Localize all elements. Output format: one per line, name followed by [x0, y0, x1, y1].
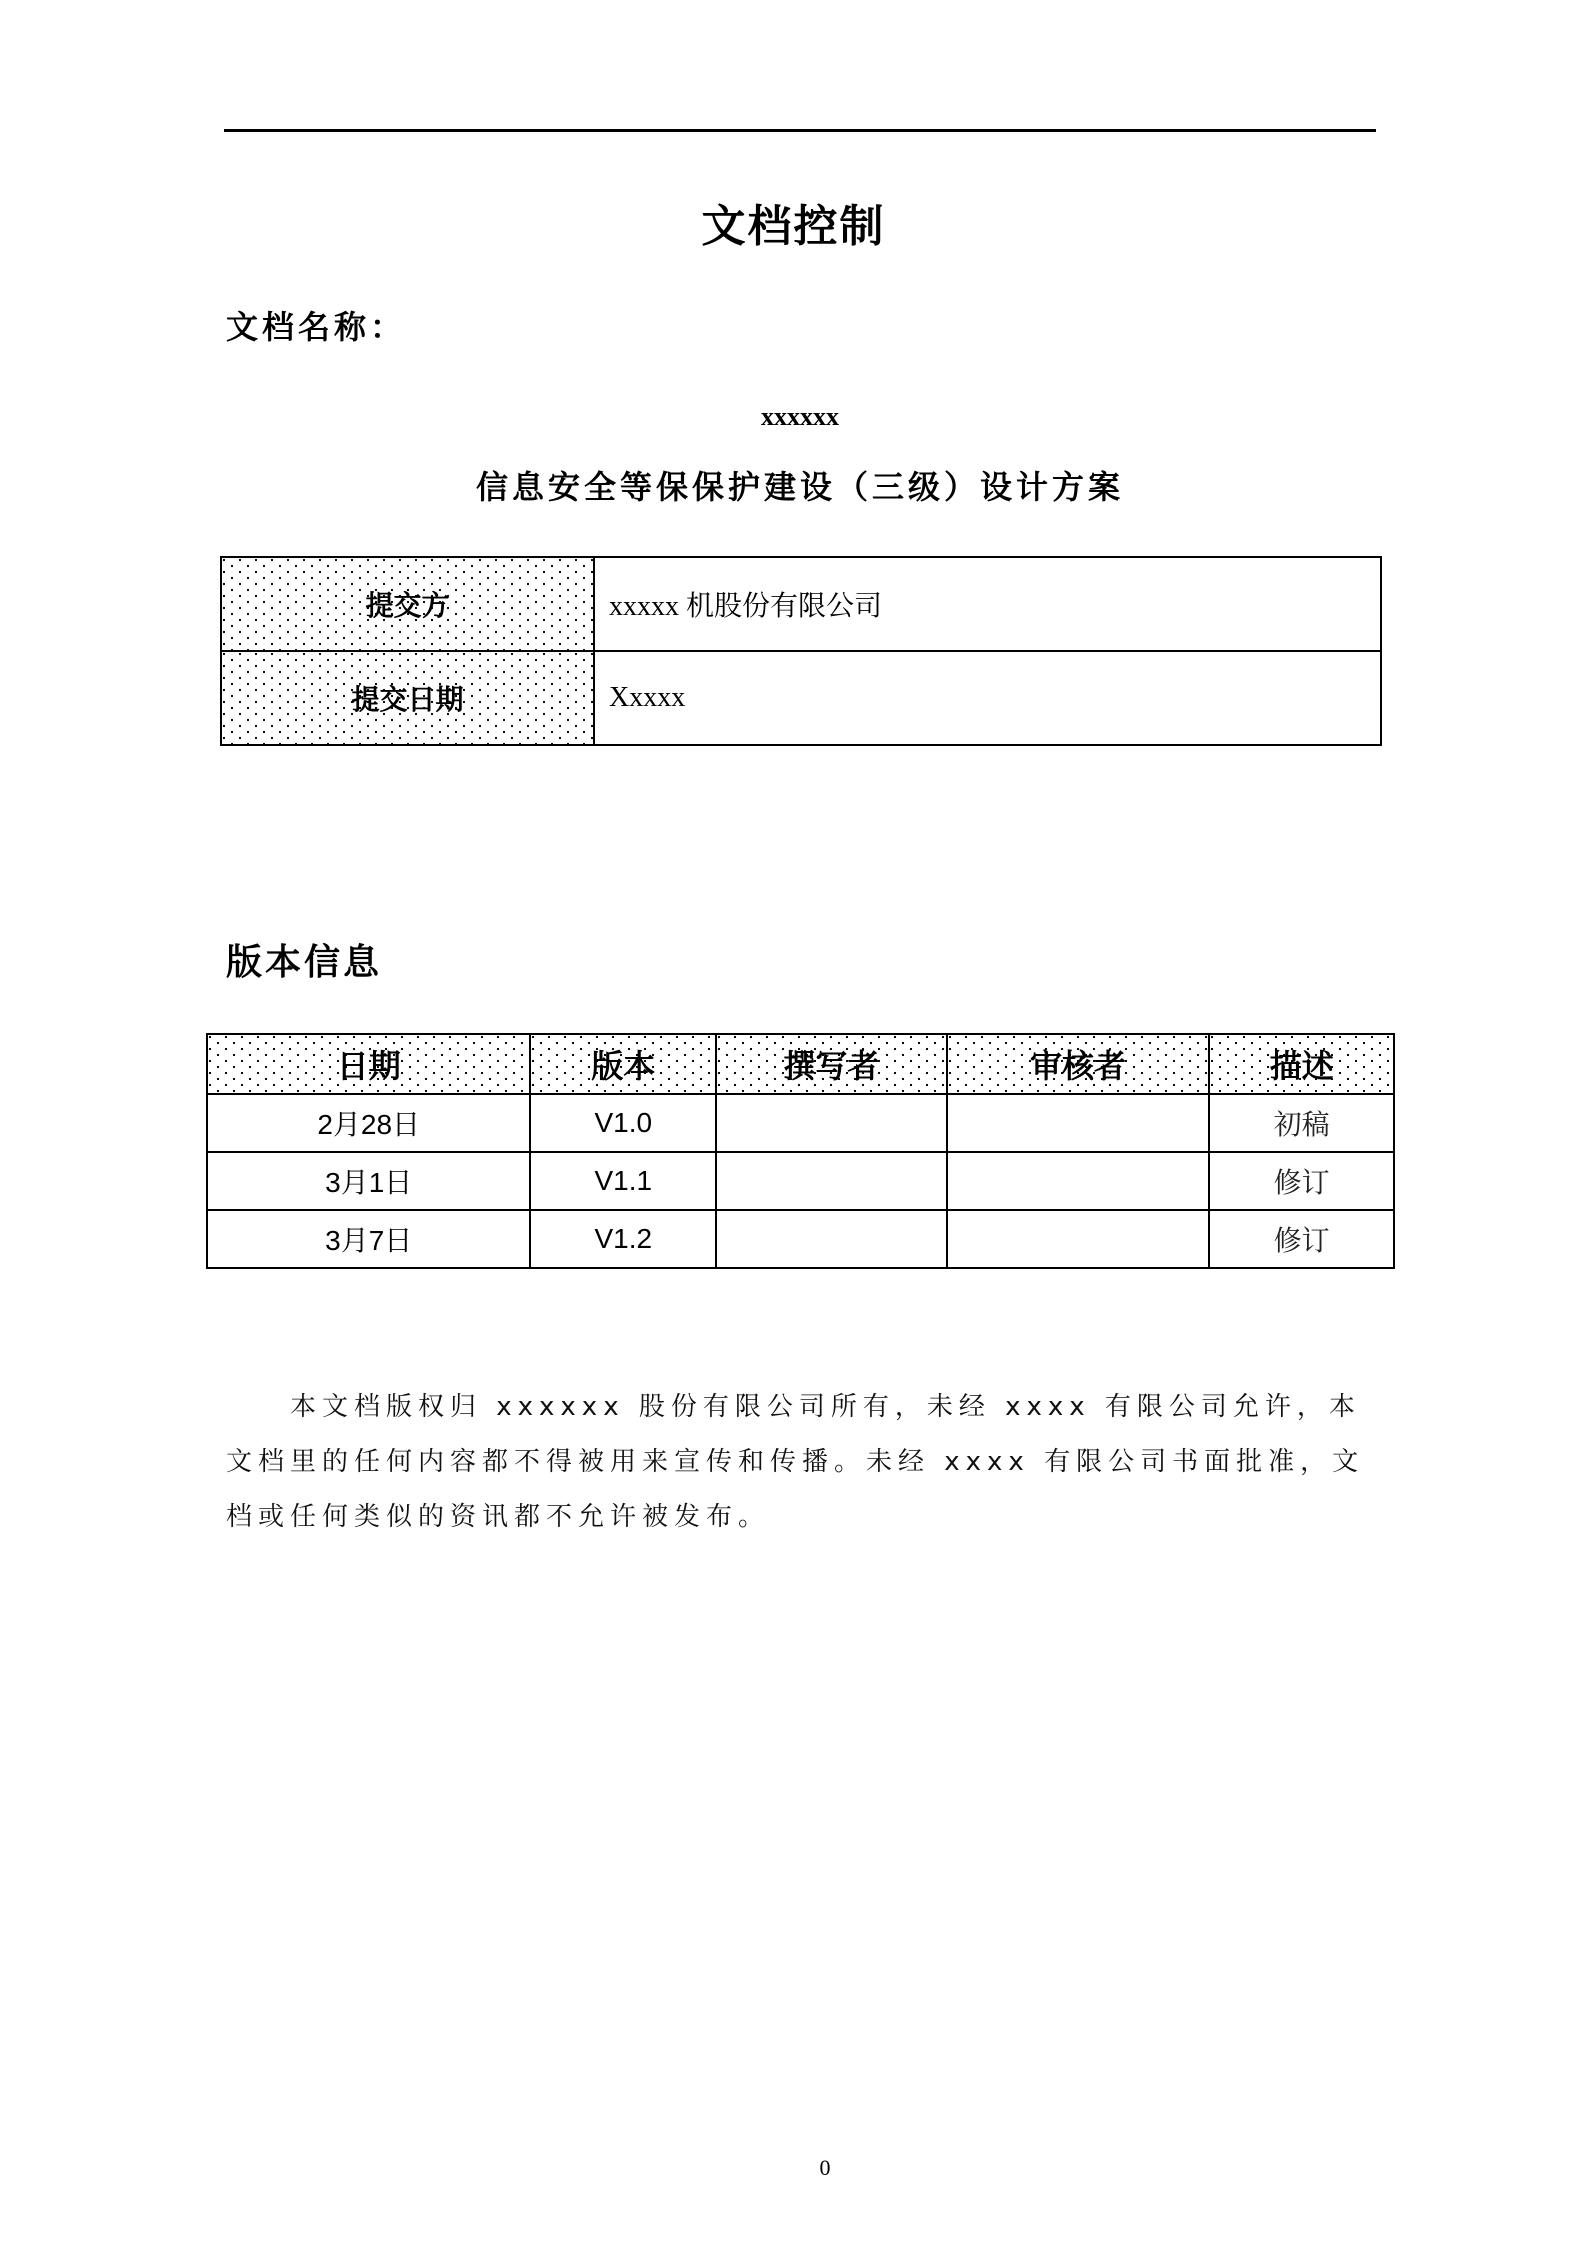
column-header-author: 撰写者: [716, 1034, 947, 1094]
cell-reviewer: [947, 1152, 1210, 1210]
cell-description: 修订: [1209, 1210, 1394, 1268]
submission-table: [220, 556, 1382, 746]
cell-version: V1.2: [530, 1210, 716, 1268]
column-header-version: 版本: [530, 1034, 716, 1094]
submit-date-value: Xxxxx: [594, 651, 1381, 745]
page-title: 文档控制: [701, 201, 886, 252]
table-row: [221, 651, 1381, 745]
document-subtitle: 信息安全等保保护建设（三级）设计方案: [475, 468, 1124, 506]
version-table: [206, 1033, 1395, 1269]
cell-description: 修订: [1209, 1152, 1394, 1210]
cell-version: V1.0: [530, 1094, 716, 1152]
submit-date-label: 提交日期: [221, 651, 594, 745]
table-row: [221, 557, 1381, 651]
submitter-value: xxxxx 机股份有限公司: [594, 557, 1381, 651]
header-rule: [224, 129, 1376, 132]
submitter-label: 提交方: [221, 557, 594, 651]
document-name-label: 文档名称：: [226, 308, 407, 346]
column-header-date: 日期: [207, 1034, 530, 1094]
version-info-heading: 版本信息: [226, 942, 383, 983]
cell-author: [716, 1210, 947, 1268]
cell-version: V1.1: [530, 1152, 716, 1210]
cell-date: 3月7日: [207, 1210, 530, 1268]
cell-reviewer: [947, 1210, 1210, 1268]
column-header-reviewer: 审核者: [947, 1034, 1210, 1094]
cell-reviewer: [947, 1094, 1210, 1152]
copyright-notice: 本文档版权归 xxxxxx 股份有限公司所有，未经 xxxx 有限公司允许，本文档里的任何内容都不得被用来宣传和传播。未经 xxxx 有限公司书面批准，文档或任何类似的资讯都不允许被发布。: [226, 1392, 1365, 1532]
table-row: [207, 1094, 1394, 1152]
cell-author: [716, 1152, 947, 1210]
page-number: 0: [819, 2155, 831, 2180]
table-row: [207, 1152, 1394, 1210]
cell-author: [716, 1094, 947, 1152]
cell-description: 初稿: [1209, 1094, 1394, 1152]
cell-date: 2月28日: [207, 1094, 530, 1152]
table-header-row: [207, 1034, 1394, 1094]
column-header-description: 描述: [1209, 1034, 1394, 1094]
cell-date: 3月1日: [207, 1152, 530, 1210]
document-company: xxxxxx: [761, 402, 839, 431]
table-row: [207, 1210, 1394, 1268]
